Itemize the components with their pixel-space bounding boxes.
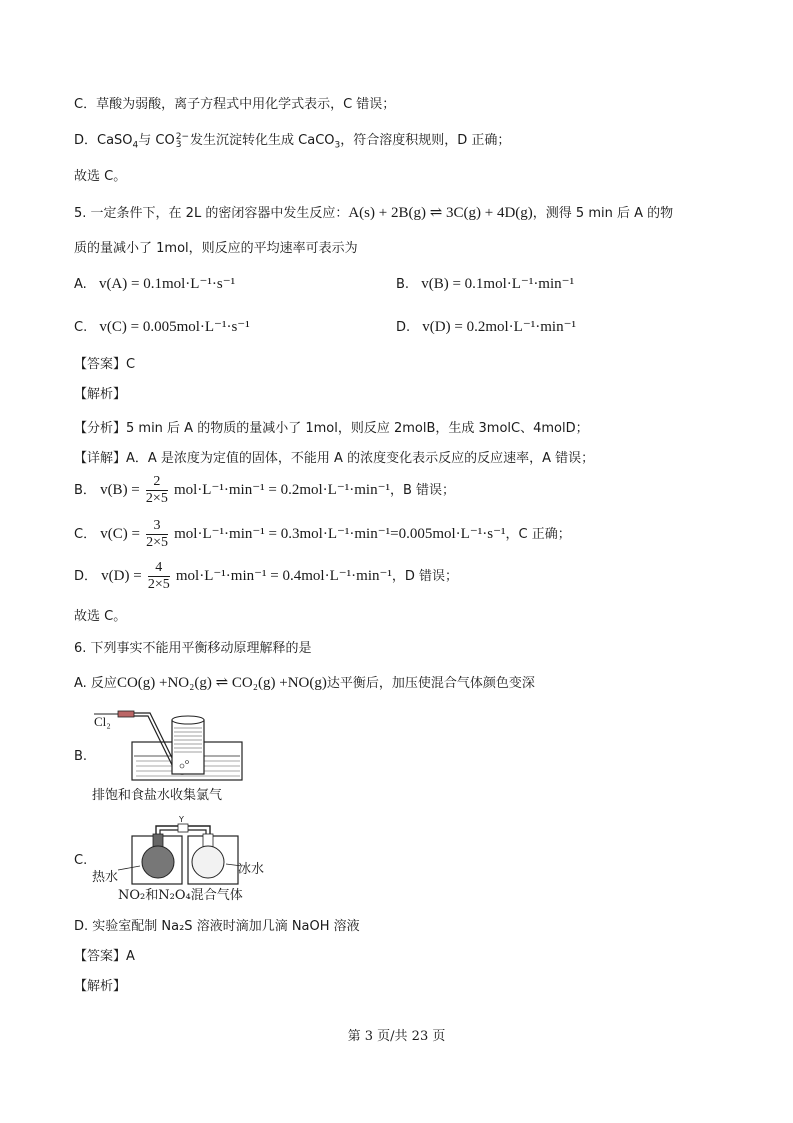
q6a-text-1: A. 反应 xyxy=(74,676,117,691)
cl2-label: Cl₂ xyxy=(94,714,111,729)
calc-b-line xyxy=(74,474,455,507)
d-sub-2: 3 xyxy=(175,139,182,150)
calc-d-end: ，D 错误； xyxy=(391,569,459,584)
option-c-label: C. xyxy=(74,320,88,335)
mixed-gas-caption: NO₂和N₂O₄混合气体 xyxy=(118,888,243,903)
calc-d-post: mol·L⁻¹·min⁻¹ = 0.4mol·L⁻¹·min⁻¹ xyxy=(175,568,392,584)
calc-c-label: C． xyxy=(74,527,97,542)
q5-text-1: 5. 一定条件下，在 2L 的密闭容器中发生反应： xyxy=(74,206,349,221)
option-b-label: B. xyxy=(396,277,410,292)
gas-collection-diagram xyxy=(90,706,260,786)
calc-b-den: 2×5 xyxy=(145,491,168,506)
q5-option-b xyxy=(396,275,574,294)
gas-collection-caption: 排饱和食盐水收集氯气 xyxy=(92,788,223,803)
answer-label-1: 【答案】C xyxy=(74,357,136,372)
calc-b-fraction xyxy=(146,474,168,507)
q6a-equation: CO(g) +NO₂(g) ⇌ CO₂(g) +NO(g) xyxy=(116,675,327,691)
d-text-2: 与 CO xyxy=(138,133,175,148)
analysis-label-1: 【解析】 xyxy=(74,387,127,402)
calc-b-pre: v(B) = xyxy=(100,482,140,498)
fenxi-line: 【分析】5 min 后 A 的物质的量减小了 1mol，则反应 2molB，生成 3molC、4molD； xyxy=(74,421,589,436)
q6-option-b-label: B. xyxy=(74,749,88,764)
calc-d-den: 2×5 xyxy=(147,577,170,592)
calc-c-post: mol·L⁻¹·min⁻¹ = 0.3mol·L⁻¹·min⁻¹=0.005mol·L⁻¹·s⁻¹ xyxy=(174,526,506,542)
calc-b-num: 2 xyxy=(146,474,168,491)
calc-d-label: D． xyxy=(74,569,98,584)
calc-b-end: ，B 错误； xyxy=(389,483,456,498)
q5-option-d xyxy=(396,318,576,337)
line-conclude-1: 故选 C。 xyxy=(74,169,127,184)
q5-line-1 xyxy=(74,204,673,223)
option-a-label: A. xyxy=(74,277,87,292)
q5-text-2: ，测得 5 min 后 A 的物 xyxy=(532,206,674,221)
line-d-option xyxy=(74,132,510,155)
calc-c-fraction xyxy=(146,518,168,551)
calc-d-num: 4 xyxy=(148,560,170,577)
calc-c-end: ，C 正确； xyxy=(505,527,571,542)
gas-collection-figure xyxy=(90,706,260,786)
calc-c-pre: v(C) = xyxy=(100,526,140,542)
q5-option-c xyxy=(74,318,250,337)
q6-option-c-label: C. xyxy=(74,853,88,868)
option-d-label: D. xyxy=(396,320,411,335)
calc-d-fraction xyxy=(148,560,170,593)
q6a-text-2: 达平衡后，加压使混合气体颜色变深 xyxy=(326,676,535,691)
line-c-option: C．草酸为弱酸，离子方程式中用化学式表示，C 错误； xyxy=(74,97,396,112)
d-sub-1: 4 xyxy=(132,140,139,151)
calc-c-line xyxy=(74,518,571,551)
q6-line: 6. 下列事实不能用平衡移动原理解释的是 xyxy=(74,641,312,656)
q5-option-a xyxy=(74,275,235,294)
d-text-4: ，符合溶度积规则，D 正确； xyxy=(340,133,511,148)
answer-label-2: 【答案】A xyxy=(74,949,135,964)
calc-c-num: 3 xyxy=(146,518,168,535)
svg-text:Y: Y xyxy=(179,815,184,824)
d-sup: 2− xyxy=(175,131,190,142)
analysis-label-2: 【解析】 xyxy=(74,979,127,994)
q5-line-2: 质的量减小了 1mol，则反应的平均速率可表示为 xyxy=(74,241,358,256)
calc-c-den: 2×5 xyxy=(146,535,168,550)
xiangjie-line: 【详解】A．A 是浓度为定值的固体，不能用 A 的浓度变化表示反应的反应速率，A 错误； xyxy=(74,451,595,466)
ice-water-label: 冰水 xyxy=(238,862,265,877)
calc-d-line xyxy=(74,560,458,593)
q5-equation: A(s) + 2B(g) ⇌ 3C(g) + 4D(g) xyxy=(348,205,533,221)
calc-b-post: mol·L⁻¹·min⁻¹ = 0.2mol·L⁻¹·min⁻¹ xyxy=(173,482,390,498)
d-sub-3: 3 xyxy=(334,140,341,151)
option-a-text: v(A) = 0.1mol·L⁻¹·s⁻¹ xyxy=(98,276,236,292)
q6-option-d: D. 实验室配制 Na₂S 溶液时滴加几滴 NaOH 溶液 xyxy=(74,919,360,934)
hot-water-label: 热水 xyxy=(92,870,119,885)
option-d-text: v(D) = 0.2mol·L⁻¹·min⁻¹ xyxy=(422,319,576,335)
d-text-3: 发生沉淀转化生成 CaCO xyxy=(190,133,335,148)
d-text-1: D．CaSO xyxy=(74,133,133,148)
q6-option-a xyxy=(74,674,535,693)
line-conclude-2: 故选 C。 xyxy=(74,609,127,624)
calc-d-pre: v(D) = xyxy=(101,568,142,584)
page-footer: 第 3 页/共 23 页 xyxy=(347,1029,446,1044)
option-c-text: v(C) = 0.005mol·L⁻¹·s⁻¹ xyxy=(99,319,250,335)
option-b-text: v(B) = 0.1mol·L⁻¹·min⁻¹ xyxy=(421,276,575,292)
calc-b-label: B． xyxy=(74,483,96,498)
no2-equilibrium-figure xyxy=(92,814,272,886)
